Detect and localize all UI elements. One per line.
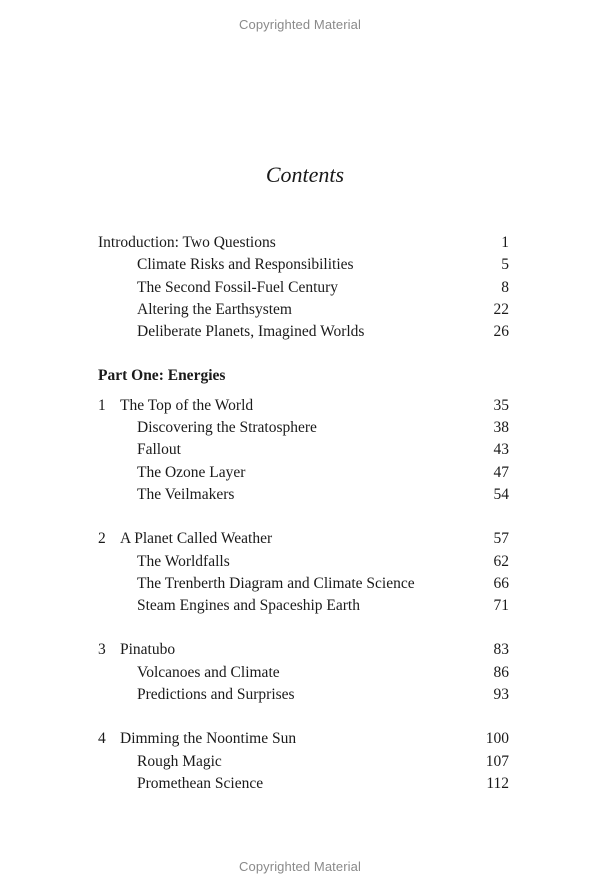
toc-chapter <box>98 528 509 550</box>
toc-section-title: The Veilmakers <box>137 485 235 503</box>
chapter-title: The Top of the World <box>120 396 254 414</box>
toc-page-number: 83 <box>493 641 509 659</box>
toc-section <box>98 662 509 684</box>
toc-page-number: 1 <box>501 234 509 251</box>
toc-page-number: 22 <box>493 300 509 318</box>
toc-page-number: 43 <box>493 441 509 459</box>
toc-section-title: The Second Fossil-Fuel Century <box>137 278 339 296</box>
chapter-number: 3 <box>98 641 106 659</box>
copyright-watermark-top: Copyrighted Material <box>239 17 361 32</box>
toc-page-number: 66 <box>493 574 509 592</box>
toc-page-number: 54 <box>493 485 509 503</box>
chapter-number: 1 <box>98 396 106 414</box>
toc-page-number: 107 <box>485 752 509 770</box>
toc-section-title: Predictions and Surprises <box>137 686 295 704</box>
toc-section-title: The Trenberth Diagram and Climate Science <box>137 574 415 592</box>
toc-page-number: 8 <box>501 278 509 296</box>
toc-chapter <box>98 639 509 661</box>
toc-section-title: Rough Magic <box>137 752 222 770</box>
toc-page-number: 5 <box>501 256 509 274</box>
toc-page-number: 38 <box>493 419 509 437</box>
toc-page-number: 71 <box>493 597 509 615</box>
toc-page-number: 26 <box>493 323 509 341</box>
toc-entry-intro <box>98 232 509 254</box>
toc-page-number: 62 <box>493 552 509 570</box>
chapter-title: Pinatubo <box>120 641 176 659</box>
part-heading: Part One: Energies <box>98 367 226 385</box>
toc-section <box>98 595 509 617</box>
copyright-watermark-bottom: Copyrighted Material <box>239 859 361 874</box>
toc-section <box>98 551 509 573</box>
toc-section-title: Deliberate Planets, Imagined Worlds <box>137 323 365 341</box>
toc-section-title: The Worldfalls <box>137 552 230 570</box>
chapter-number: 4 <box>98 730 106 748</box>
toc-section-title: Discovering the Stratosphere <box>137 419 317 437</box>
toc-page-number: 35 <box>493 396 509 414</box>
toc-section <box>98 573 509 595</box>
toc-section <box>98 484 509 506</box>
toc-section <box>98 254 509 276</box>
toc-chapter <box>98 395 509 417</box>
toc-section <box>98 773 509 795</box>
toc-section <box>98 321 509 343</box>
toc-entry-title: Introduction: Two Questions <box>98 234 276 251</box>
chapter-title: A Planet Called Weather <box>120 530 273 548</box>
toc-section <box>98 299 509 321</box>
toc-section <box>98 277 509 299</box>
toc-section <box>98 439 509 461</box>
toc-section-title: Fallout <box>137 441 181 459</box>
table-of-contents <box>98 232 509 795</box>
toc-section-title: Volcanoes and Climate <box>137 663 280 681</box>
toc-section <box>98 417 509 439</box>
toc-section <box>98 462 509 484</box>
toc-page-number: 93 <box>493 686 509 704</box>
toc-section-title: Climate Risks and Responsibilities <box>137 256 354 274</box>
page-title: Contents <box>265 162 345 187</box>
toc-page-number: 47 <box>493 463 509 481</box>
toc-chapter <box>98 728 509 750</box>
toc-section-title: The Ozone Layer <box>137 463 246 481</box>
toc-page-number: 112 <box>486 774 509 792</box>
chapter-number: 2 <box>98 530 106 548</box>
toc-section <box>98 684 509 706</box>
toc-section-title: Altering the Earthsystem <box>137 300 292 318</box>
chapter-title: Dimming the Noontime Sun <box>120 730 297 748</box>
toc-section-title: Steam Engines and Spaceship Earth <box>137 597 360 615</box>
toc-page-number: 57 <box>493 530 509 548</box>
toc-page-number: 86 <box>493 663 509 681</box>
toc-page-number: 100 <box>485 730 509 748</box>
toc-section-title: Promethean Science <box>137 774 264 792</box>
toc-section <box>98 751 509 773</box>
